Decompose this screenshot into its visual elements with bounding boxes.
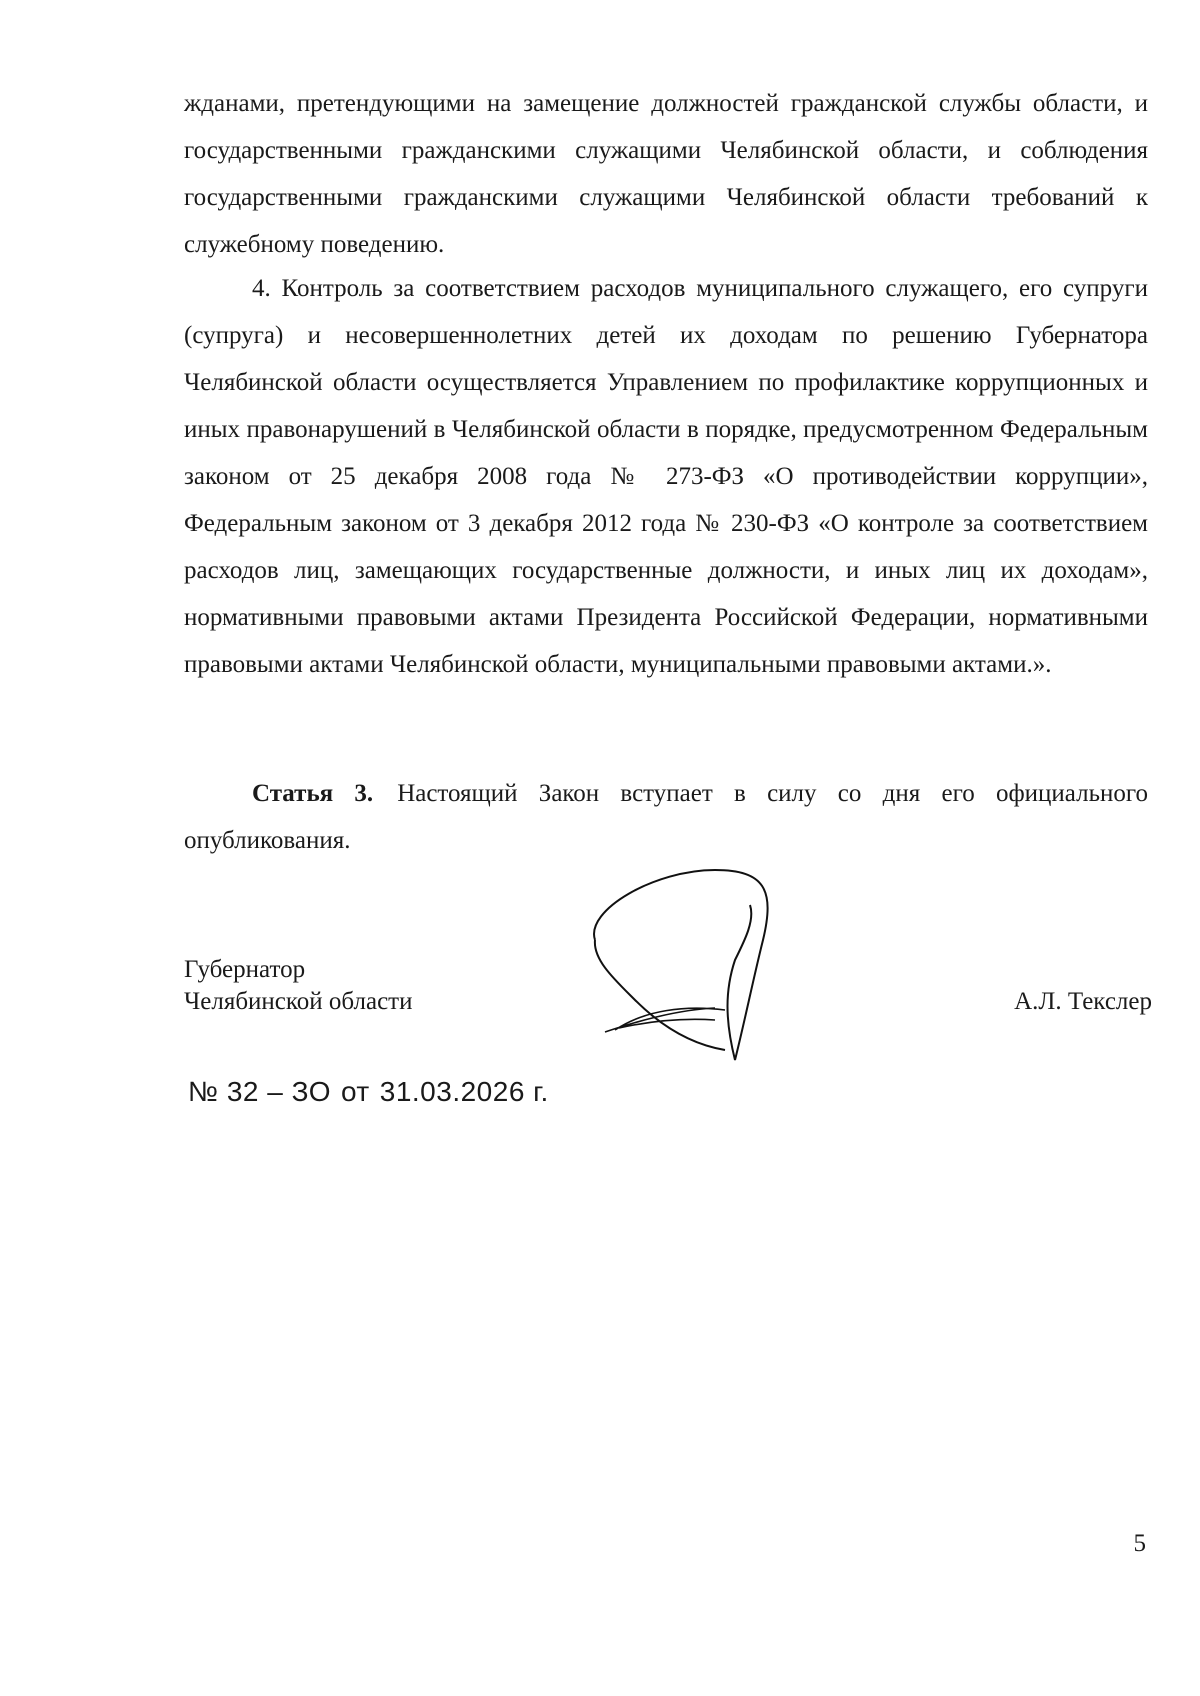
paragraph-4: 4. Контроль за соответствием расходов муниципального служащего, его супруги (супруга) и несовершеннолетних детей их доходам по решению Губернатора Челябинской области осуществляется Управлением по профилактике коррупционных и иных правонарушений в Челябинской области в порядке, предусмотренном Федеральным законом от 25 декабря 2008 года № 273-ФЗ «О противодействии коррупции», Федеральным законом от 3 декабря 2012 года № 230-ФЗ «О контроле за соответствием расходов лиц, замещающих государственные должности, и иных лиц их доходам», нормативными правовыми актами Президента Российской Федерации, нормативными правовыми актами Челябинской области, муниципальными правовыми актами.». [184, 275, 1148, 678]
page-number: 5 [1133, 1530, 1146, 1557]
handwritten-signature [575, 860, 795, 1070]
law-date-prefix: от [340, 1076, 370, 1107]
signatory-title-line1: Губернатор [184, 956, 306, 983]
signatory-name: А.Л. Текслер [1014, 988, 1152, 1015]
signatory-title-line2: Челябинской области [184, 988, 413, 1015]
paragraph-continuation: жданами, претендующими на замещение должностей гражданской службы области, и государственными гражданскими служащими Челябинской области, и соблюдения государственными гражданскими служащими Челябинской области требований к служебному поведению. [184, 90, 1148, 258]
article-3 [184, 770, 1148, 864]
law-registration [188, 1074, 549, 1110]
article-3-label: Статья 3. [252, 780, 374, 807]
article-3-text: Настоящий Закон вступает в силу со дня его официального опубликования. [184, 780, 1148, 854]
law-date: 31.03.2026 г. [379, 1076, 549, 1107]
signatory-title [184, 954, 412, 1018]
law-number: № 32 – ЗО [188, 1076, 331, 1107]
